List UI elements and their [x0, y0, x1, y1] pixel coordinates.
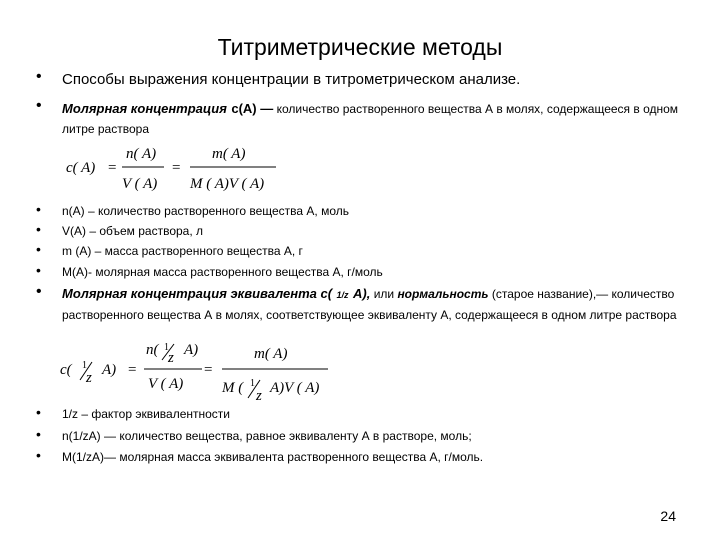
formula1-eq1: =: [108, 160, 117, 176]
def-m: m (A) – масса растворенного вещества А, г: [62, 244, 303, 258]
molar-symbol: с(А) —: [231, 101, 274, 116]
equiv-sub: 1/z: [336, 290, 349, 300]
bullet-dot: •: [36, 97, 42, 114]
formula2-a: A): [102, 362, 117, 378]
formula1-num2: m( A): [212, 146, 246, 162]
slide-title: Титриметрические методы: [217, 34, 503, 60]
def-factor: 1/z – фактор эквивалентности: [62, 407, 230, 421]
bullet-dot: •: [36, 404, 41, 420]
formula2-den-rest: A)V ( A): [270, 380, 320, 396]
def-m-equiv: M(1/zA)— молярная масса эквивалента растворенного вещества А, г/моль.: [62, 450, 484, 464]
molar-term: Молярная концентрация: [62, 101, 227, 116]
formula2-eq2: =: [204, 362, 213, 378]
formula1-lhs: c( A): [66, 160, 96, 176]
molar-definition-text: количество растворенного вещества А в молях, содержащееся в одном литре раствора: [62, 102, 679, 136]
formula2-num1-z: z: [168, 350, 174, 366]
bullet-dot: •: [36, 426, 41, 442]
bullet-dot: •: [36, 241, 41, 257]
def-n-equiv: n(1/zA) — количество вещества, равное эквиваленту А в растворе, моль;: [62, 429, 472, 443]
equiv-or: или: [370, 287, 398, 301]
def-v: V(A) – объем раствора, л: [62, 224, 204, 238]
formula2-den-one: 1: [250, 378, 255, 389]
formula2-z: z: [86, 370, 92, 386]
formula2-num2: m( A): [254, 346, 288, 362]
equiv-rest: (старое название),— количество растворенного вещества А в молях, соответствующее эквиваленту А, содержащееся в одном литре раствора: [62, 287, 677, 322]
formula2-eq1: =: [128, 362, 137, 378]
formula2-den-m: M (: [222, 380, 244, 396]
formula2-n: n(: [146, 342, 159, 358]
formula2-num1-a: A): [184, 342, 199, 358]
formula1-eq2: =: [172, 160, 181, 176]
molar-definition: [62, 99, 680, 139]
equiv-term: Молярная концентрация эквивалента с(: [62, 286, 333, 301]
formula2-den-z: z: [256, 388, 262, 404]
intro-text: Способы выражения концентрации в титрометрическом анализе.: [62, 71, 521, 88]
formula2-one: 1: [82, 360, 87, 371]
bullet-dot: •: [36, 447, 41, 463]
bullet-dot: •: [36, 283, 42, 300]
def-molar-mass: M(A)- молярная масса растворенного вещества А, г/моль: [62, 265, 383, 279]
molar-formula: [62, 140, 292, 196]
equiv-term2: нормальность: [397, 287, 489, 301]
def-n: n(A) – количество растворенного вещества А, моль: [62, 204, 349, 218]
page-number: 24: [660, 508, 676, 524]
formula2-c: c(: [60, 362, 72, 378]
equiv-formula: [58, 338, 338, 408]
bullet-dot: •: [36, 201, 41, 217]
formula2-den1: V ( A): [148, 376, 184, 392]
bullet-dot: •: [36, 68, 42, 85]
formula1-den2: M ( A)V ( A): [190, 176, 265, 192]
formula2-num1-one: 1: [164, 342, 169, 353]
formula1-num1: n( A): [126, 146, 157, 162]
equiv-definition: [62, 284, 680, 325]
bullet-dot: •: [36, 221, 41, 237]
bullet-dot: •: [36, 262, 41, 278]
equiv-term-end: А),: [353, 286, 371, 301]
formula1-den1: V ( A): [122, 176, 158, 192]
